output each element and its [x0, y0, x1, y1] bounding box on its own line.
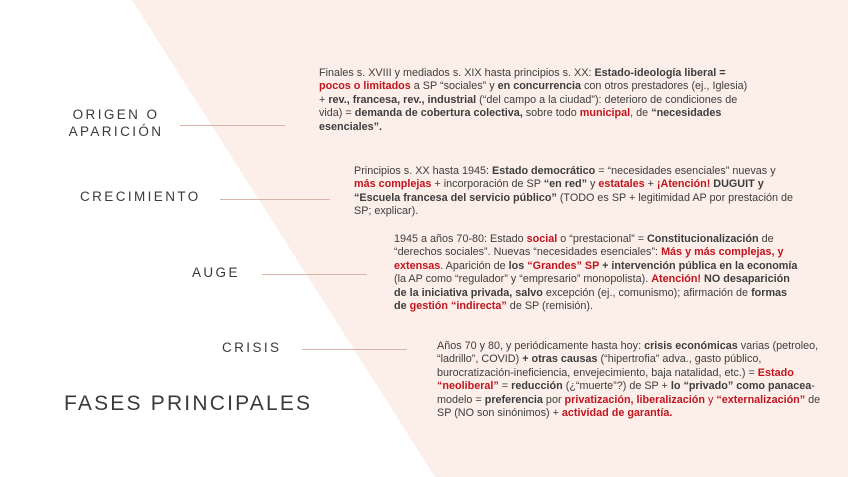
description-segment: + intervención pública en la economía: [599, 259, 798, 272]
description-segment: “Grandes” SP: [527, 259, 600, 272]
description-segment: =: [498, 380, 512, 393]
description-segment: los: [508, 259, 528, 272]
description-segment: y: [704, 393, 717, 406]
description-segment: sobre todo: [522, 107, 580, 120]
description-segment: 1945 a años 70-80: Estado: [394, 233, 527, 245]
description-segment: con otros prestadores (ej., Iglesia) +: [319, 80, 748, 106]
description-segment: (TODO es SP + legitimidad AP por prestación de SP; explicar).: [354, 191, 793, 218]
description-segment: municipal: [579, 107, 631, 120]
phase-description-auge: [394, 233, 799, 313]
description-segment: DUGUIT y “Escuela francesa del servicio público”: [354, 178, 764, 204]
connector-line-crisis: [302, 349, 407, 350]
description-segment: preferencia: [484, 393, 543, 406]
description-segment: más complejas: [354, 178, 432, 191]
phase-description-crecimiento: [354, 165, 794, 219]
description-segment: , de: [630, 107, 652, 120]
description-segment: demanda de cobertura colectiva,: [354, 107, 523, 120]
description-segment: por: [542, 393, 565, 406]
description-segment: lo “privado” como panacea: [670, 380, 812, 393]
description-segment: (“del campo a la ciudad”): deterioro de condiciones de vida) =: [319, 93, 738, 120]
description-segment: en concurrencia: [497, 80, 582, 93]
description-segment: = “necesidades esenciales” nuevas y: [595, 165, 776, 177]
description-segment: excepción (ej., comunismo); afirmación de: [542, 286, 752, 299]
connector-line-origen: [180, 125, 285, 126]
description-segment: Principios s. XX hasta 1945:: [354, 165, 493, 177]
description-segment: de SP (remisión).: [506, 300, 594, 313]
phase-label-crisis: CRISIS: [222, 340, 282, 355]
description-segment: “neoliberal”: [437, 380, 499, 393]
description-segment: Atención!: [651, 273, 702, 286]
description-segment: “en red”: [543, 178, 587, 191]
description-segment: +: [644, 178, 657, 191]
description-segment: de “derechos sociales”. Nuevas “necesidades esenciales”:: [394, 233, 774, 259]
description-segment: privatización, liberalización: [564, 393, 705, 406]
description-segment: a SP “sociales” y: [410, 80, 498, 93]
description-segment: “necesidades esenciales”.: [319, 107, 722, 133]
phase-description-crisis: [437, 340, 832, 420]
description-segment: rev., francesa, rev., industrial: [328, 93, 477, 106]
page-title: FASES PRINCIPALES: [64, 392, 313, 415]
phase-label-origen: ORIGEN O APARICIÓN: [68, 107, 164, 139]
description-segment: (¿“muerte”?) de SP +: [562, 380, 671, 393]
description-segment: (“hipertrofia” adva., gasto público, burocratización-ineficiencia, envejecimiento, baja natalidad, etc.) =: [437, 353, 762, 379]
connector-line-crecimiento: [220, 199, 330, 200]
description-segment: + incorporación de SP: [431, 178, 544, 191]
description-segment: . Aparición de: [440, 259, 509, 272]
description-segment: estatales: [598, 178, 645, 191]
description-segment: Más y más complejas, y extensas: [394, 246, 784, 272]
phase-description-origen: [319, 67, 749, 134]
description-segment: o “prestacional” =: [557, 233, 647, 245]
description-segment: ¡Atención!: [656, 178, 711, 191]
description-segment: social: [526, 233, 558, 245]
description-segment: (la AP como “regulador” y “empresario” monopolista).: [394, 273, 652, 286]
description-segment: de SP (NO son sinónimos) +: [437, 393, 821, 420]
description-segment: “externalización”: [716, 393, 806, 406]
phase-label-auge: AUGE: [192, 265, 240, 280]
description-segment: formas de: [394, 286, 788, 313]
description-segment: -modelo =: [437, 380, 815, 406]
description-segment: varias (petroleo, “ladrillo”, COVID): [437, 340, 819, 366]
description-segment: pocos o limitados: [319, 80, 411, 93]
description-segment: reducción: [511, 380, 563, 393]
description-segment: Años 70 y 80, y periódicamente hasta hoy:: [437, 340, 645, 352]
connector-line-auge: [262, 274, 367, 275]
description-segment: Constitucionalización: [647, 233, 759, 245]
phase-label-crecimiento: CRECIMIENTO: [80, 189, 201, 204]
description-segment: Estado: [757, 366, 794, 379]
description-segment: crisis económicas: [644, 340, 738, 352]
description-segment: Finales s. XVIII y mediados s. XIX hasta principios s. XX:: [319, 67, 595, 79]
description-segment: actividad de garantía.: [561, 407, 673, 420]
description-segment: y: [586, 178, 599, 191]
description-segment: + otras causas: [522, 353, 598, 366]
description-segment: Estado-ideología liberal =: [594, 67, 726, 79]
description-segment: Estado democrático: [492, 165, 596, 177]
description-segment: gestión “indirecta”: [409, 300, 507, 313]
description-segment: NO desaparición de la iniciativa privada, salvo: [394, 273, 790, 299]
